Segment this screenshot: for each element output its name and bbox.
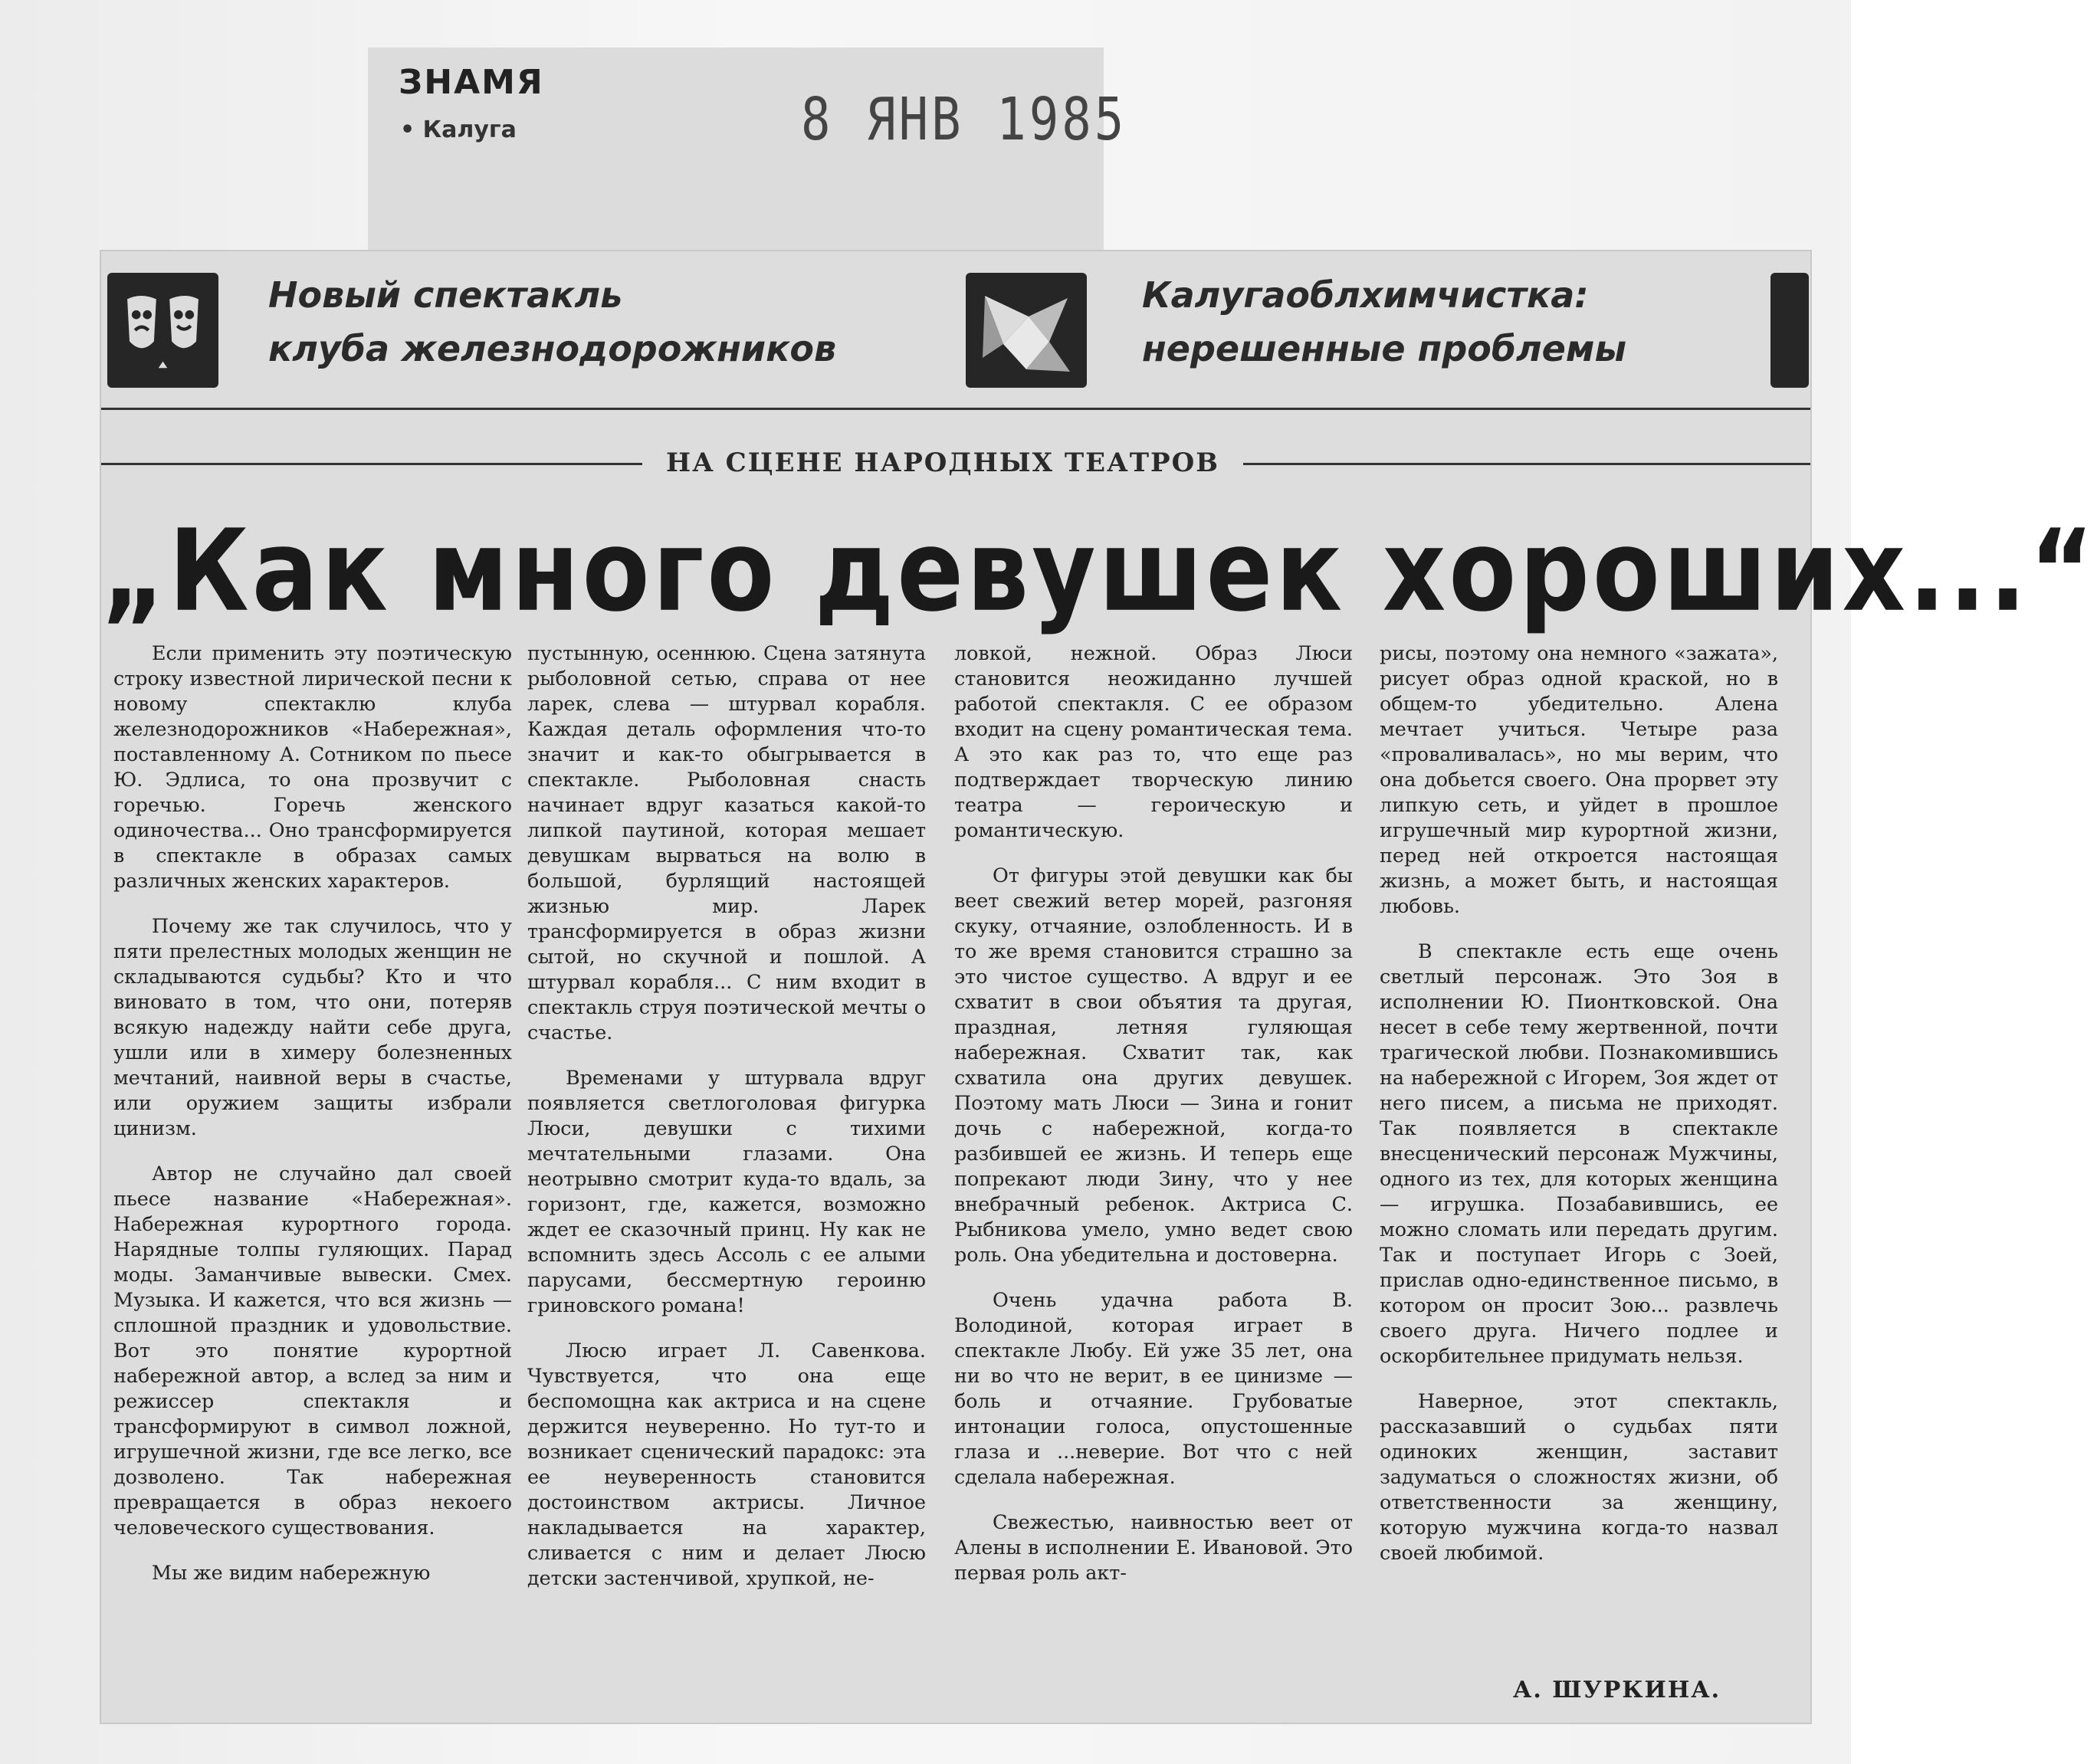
paragraph: Почему же так случилось, что у пяти прелестных молодых женщин не складываются судьбы? Кто и что виновато в том, что они, потеряв всякую надежду найти себе друга, ушли или в химеру болезненных мечтаний, наивной веры в счастье, или оружием защиты избрали цинизм. [113,914,512,1139]
newspaper-city: • Калуга [400,116,517,143]
article-headline: „Как много девушек хороших...“ [101,506,2097,638]
promo-edge-icon [1770,273,1809,388]
theatre-masks-icon [107,273,218,388]
paragraph: Свежестью, наивностью веет от Алены в исполнении Е. Ивановой. Это первая роль акт- [954,1510,1353,1584]
paragraph: Очень удачна работа В. Володиной, которая играет в спектакле Любу. Ей уже 35 лет, она ни во что не верит, в ее цинизме — боль и отчаяние. Грубоватые интонации голоса, опустошенные глаза и ...неверие. Вот что с ней сделала набережная. [954,1288,1353,1488]
rubric-title: НА СЦЕНЕ НАРОДНЫХ ТЕАТРОВ [666,448,1219,478]
paragraph: От фигуры этой девушки как бы веет свежий ветер морей, разгоняя скуку, отчаяние, озлобленность. И в то же время становится страшно за это чистое существо. А вдруг и ее схватит в свои объятия та другая, праздная, летняя гуляющая набережная. Схватит так, как схватила она других девушек. Поэтому мать Люси — Зина и гонит дочь с набережной, когда-то разбившей ее жизнь. И теперь еще попрекают люди Зину, что у нее внебрачный ребенок. Актриса С. Рыбникова умело, умно ведет свою роль. Она убедительна и достоверна. [954,864,1353,1266]
paragraph: В спектакле есть еще очень светлый персонаж. Это Зоя в исполнении Ю. Пионтковской. Она несет в себе тему жертвенной, почти трагической любви. Познакомившись на набережной с Игорем, Зоя ждет от него писем, а письма не приходят. Так появляется в спектакле внесценический персонаж Мужчины, одного из тех, для которых женщина — игрушка. Позабавившись, ее можно сломать или передать другим. Так и поступает Игорь с Зоей, прислав одно-единственное письмо, в котором он просит Зою... развлечь своего друга. Ничего подлее и оскорбительнее придумать нельзя. [1380,939,1778,1367]
author-signature: А. ШУРКИНА. [1513,1677,1721,1703]
promo-drycleaning-line1: Калугаоблхимчистка: [1142,274,1589,316]
date-stamp: 8 ЯНВ 1985 [801,86,1127,155]
article-column-4 [1380,641,1778,1566]
paragraph: Временами у штурвала вдруг появляется светлоголовая фигурка Люси, девушки с тихими мечтательными глазами. Она неотрывно смотрит куда-то вдаль, за горизонт, где, кажется, возможно ждет ее сказочный принц. Ну как не вспомнить здесь Ассоль с ее алыми парусами, бессмертную героиню гриновского романа! [527,1066,926,1316]
paragraph: ловкой, нежной. Образ Люси становится неожиданно лучшей работой спектакля. С ее образом входит на сцену романтическая тема. А это как раз то, что еще раз подтверждает творческую линию театра — героическую и романтическую. [954,641,1353,841]
paragraph: Автор не случайно дал своей пьесе название «Набережная». Набережная курортного города. Нарядные толпы гуляющих. Парад моды. Заманчивые вывески. Смех. Музыка. И кажется, что вся жизнь — сплошной праздник и удовольствие. Вот это понятие курортной набережной автор, а вслед за ним и режиссер спектакля и трансформируют в символ ложной, игрушечной жизни, где все легко, все дозволено. Так набережная превращается в образ некоего человеческого существования. [113,1162,512,1539]
paragraph: рисы, поэтому она немного «зажата», рисует образ одной краской, но в общем-то убедительно. Алена мечтает учиться. Четыре раза «проваливалась», но мы верим, что она добьется своего. Она прорвет эту липкую сеть, и уйдет в прошлое игрушечный мир курортной жизни, перед ней откроется настоящая жизнь, а может быть, и настоящая любовь. [1380,641,1778,917]
rubric-rule-right [1243,463,1810,465]
article-column-1 [113,641,512,1585]
rubric-rule-left [101,463,642,465]
promo-theatre-line2: клуба железнодорожников [268,328,837,369]
paragraph: пустынную, осеннюю. Сцена затянута рыболовной сетью, справа от нее ларек, слева — штурвал корабля. Каждая деталь оформления что-то значит и как-то обыгрывается в спектакле. Рыболовная снасть начинает вдруг казаться какой-то липкой паутиной, которая мешает девушкам вырваться на волю в большой, бурлящий настоящей жизнью мир. Ларек трансформируется в образ жизни сытой, но скучной и пошлой. А штурвал корабля... С ним входит в спектакль струя поэтической мечты о счастье. [527,641,926,1044]
paragraph: Если применить эту поэтическую строку известной лирической песни к новому спектаклю клуба железнодорожников «Набережная», поставленному А. Сотником по пьесе Ю. Эдлиса, то она прозвучит с горечью. Горечь женского одиночества... Оно трансформируется в спектакле в образах самых различных женских характеров. [113,641,512,892]
promo-theatre-line1: Новый спектакль [268,274,623,316]
promo-drycleaning-line2: нерешенные проблемы [1142,328,1627,369]
paragraph: Наверное, этот спектакль, рассказавший о судьбах пяти одиноких женщин, заставит задуматься о сложностях жизни, об ответственности за женщину, которую мужчина когда-то назвал своей любимой. [1380,1389,1778,1564]
article-column-2 [527,641,926,1591]
origami-bird-icon [966,273,1087,388]
promo-theatre[interactable] [268,268,920,395]
newspaper-name: ЗНАМЯ [399,63,544,102]
paragraph: Люсю играет Л. Савенкова. Чувствуется, что она еще беспомощна как актриса и на сцене держится неуверенно. Но тут-то и возникает сценический парадокс: эта ее неуверенность становится достоинством актрисы. Личное накладывается на характер, сливается с ним и делает Люсю детски застенчивой, хрупкой, не- [527,1339,926,1589]
paragraph: Мы же видим набережную [152,1561,431,1584]
promo-divider [101,408,1810,410]
promo-drycleaning[interactable] [1142,268,1770,395]
article-column-3 [954,641,1353,1585]
